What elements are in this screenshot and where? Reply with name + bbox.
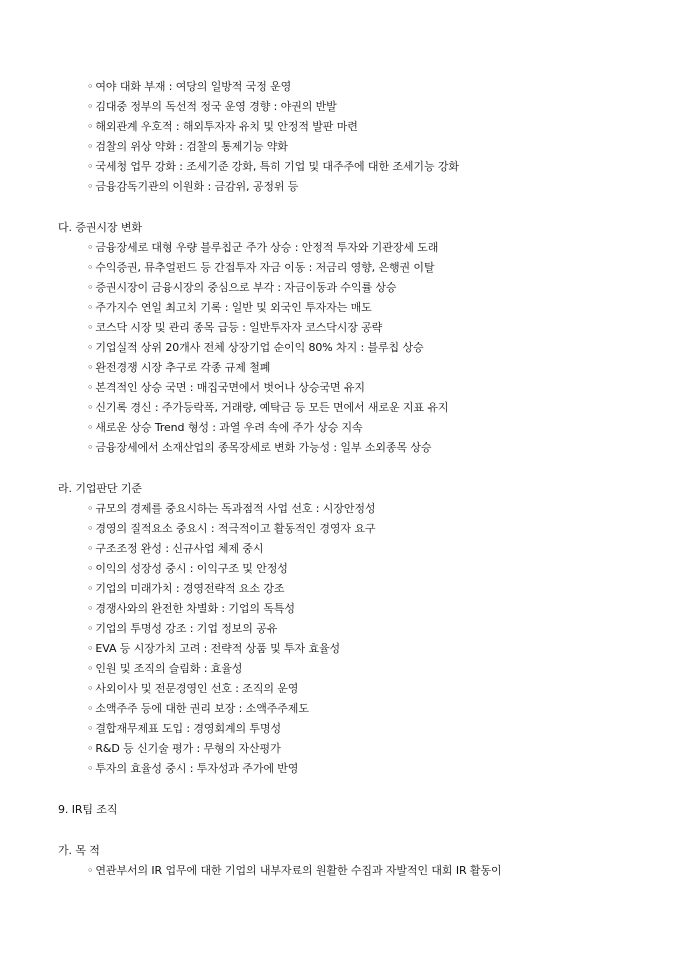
bullet-marker: ◦ (87, 80, 94, 93)
list-item-text: 금융장세로 대형 우량 블루칩군 주가 상승 : 안정적 투자와 기관장세 도래 (95, 241, 439, 254)
bullet-marker: ◦ (87, 502, 94, 515)
bullet-marker: ◦ (87, 864, 94, 877)
bullet-marker: ◦ (87, 602, 94, 615)
bullet-marker: ◦ (87, 100, 94, 113)
list-item (87, 160, 459, 174)
list-item-text: 소액주주 등에 대한 권리 보장 : 소액주주제도 (95, 702, 309, 715)
section-heading-ra: 라. 기업판단 기준 (58, 482, 142, 495)
list-item-text: 수익증권, 뮤추얼펀드 등 간접투자 자금 이동 : 저금리 영향, 은행권 이탈 (95, 261, 435, 274)
bullet-marker: ◦ (87, 381, 94, 394)
list-item-text: 투자의 효율성 중시 : 투자성과 주가에 반영 (95, 762, 299, 775)
list-item (87, 381, 365, 395)
list-item-text: 경영의 질적요소 중요시 : 적극적이고 활동적인 경영자 요구 (95, 522, 376, 535)
list-item (87, 261, 434, 275)
list-item (87, 441, 431, 455)
list-item-text: 기업의 투명성 강조 : 기업 정보의 공유 (95, 622, 278, 635)
list-item (87, 341, 424, 355)
section-heading-da: 다. 증권시장 변화 (58, 221, 142, 234)
list-item-text: 신기록 경신 : 주가등락폭, 거래량, 예탁금 등 모든 면에서 새로운 지표 유지 (95, 401, 449, 414)
bullet-marker: ◦ (87, 742, 94, 755)
list-item (87, 180, 298, 194)
bullet-marker: ◦ (87, 682, 94, 695)
list-item (87, 361, 270, 375)
list-item-text: 완전경쟁 시장 추구로 각종 규제 철폐 (95, 361, 271, 374)
bullet-marker: ◦ (87, 642, 94, 655)
bullet-marker: ◦ (87, 702, 94, 715)
list-item-text: 경쟁사와의 완전한 차별화 : 기업의 독특성 (95, 602, 295, 615)
list-item (87, 762, 298, 776)
bullet-marker: ◦ (87, 421, 94, 434)
list-item-text: 국세청 업무 강화 : 조세기준 강화, 특히 기업 및 대주주에 대한 조세기능 강화 (95, 160, 459, 173)
bullet-marker: ◦ (87, 180, 94, 193)
bullet-marker: ◦ (87, 622, 94, 635)
bullet-marker: ◦ (87, 281, 94, 294)
bullet-marker: ◦ (87, 361, 94, 374)
bullet-marker: ◦ (87, 582, 94, 595)
list-item-text: 사외이사 및 전문경영인 선호 : 조직의 운영 (95, 682, 299, 695)
bullet-marker: ◦ (87, 241, 94, 254)
list-item (87, 682, 298, 696)
section-heading-ga: 가. 목 적 (58, 844, 100, 857)
list-item (87, 742, 281, 756)
list-item (87, 321, 382, 335)
section-heading-9: 9. IR팀 조직 (58, 803, 118, 816)
bullet-marker: ◦ (87, 662, 94, 675)
list-item-text: 기업의 미래가치 : 경영전략적 요소 강조 (95, 582, 285, 595)
list-item-text: 주가지수 연일 최고치 기록 : 일반 및 외국인 투자자는 매도 (95, 301, 372, 314)
list-item (87, 864, 501, 878)
bullet-marker: ◦ (87, 301, 94, 314)
list-item (87, 281, 396, 295)
list-item-text: 검찰의 위상 약화 : 검찰의 통제기능 약화 (95, 140, 288, 153)
list-item (87, 140, 288, 154)
list-item (87, 702, 309, 716)
list-item-text: 인원 및 조직의 슬림화 : 효율성 (95, 662, 243, 675)
list-item-text: 여야 대화 부재 : 여당의 일방적 국정 운영 (95, 80, 292, 93)
list-item (87, 662, 242, 676)
list-item-text: EVA 등 시장가치 고려 : 전략적 상품 및 투자 효율성 (95, 642, 341, 655)
bullet-marker: ◦ (87, 542, 94, 555)
bullet-marker: ◦ (87, 762, 94, 775)
list-item (87, 582, 284, 596)
list-item-text: 구조조정 완성 : 신규사업 체제 중시 (95, 542, 264, 555)
list-item-text: 코스닥 시장 및 관리 종목 급등 : 일반투자자 코스닥시장 공략 (95, 321, 383, 334)
list-item-text: 금융감독기관의 이원화 : 금감위, 공정위 등 (95, 180, 299, 193)
list-item (87, 120, 358, 134)
list-item (87, 542, 263, 556)
list-item (87, 241, 438, 255)
bullet-marker: ◦ (87, 120, 94, 133)
bullet-marker: ◦ (87, 522, 94, 535)
list-item-text: 결합재무제표 도입 : 경영회계의 투명성 (95, 722, 281, 735)
list-item-text: R&D 등 신기술 평가 : 무형의 자산평가 (95, 742, 281, 755)
bullet-marker: ◦ (87, 261, 94, 274)
list-item-text: 금융장세에서 소재산업의 종목장세로 변화 가능성 : 일부 소외종목 상승 (95, 441, 432, 454)
bullet-marker: ◦ (87, 140, 94, 153)
list-item-text: 증권시장이 금융시장의 중심으로 부각 : 자금이동과 수익률 상승 (95, 281, 397, 294)
list-item (87, 642, 340, 656)
list-item (87, 522, 375, 536)
list-item-text: 규모의 경제를 중요시하는 독과점적 사업 선호 : 시장안정성 (95, 502, 376, 515)
list-item (87, 100, 337, 114)
list-item-text: 해외관계 우호적 : 해외투자자 유치 및 안정적 발판 마련 (95, 120, 358, 133)
list-item (87, 421, 363, 435)
list-item (87, 401, 448, 415)
list-item-text: 새로운 상승 Trend 형성 : 과열 우려 속에 주가 상승 지속 (95, 421, 363, 434)
bullet-marker: ◦ (87, 160, 94, 173)
list-item-text: 연관부서의 IR 업무에 대한 기업의 내부자료의 원활한 수집과 자발적인 대회 IR 활동이 (95, 864, 502, 877)
list-item-text: 이익의 성장성 중시 : 이익구조 및 안정성 (95, 562, 288, 575)
list-item-text: 본격적인 상승 국면 : 매집국면에서 벗어나 상승국면 유지 (95, 381, 365, 394)
list-item (87, 602, 295, 616)
bullet-marker: ◦ (87, 321, 94, 334)
bullet-marker: ◦ (87, 341, 94, 354)
list-item-text: 기업실적 상위 20개사 전체 상장기업 순이익 80% 차지 : 블루칩 상승 (95, 341, 424, 354)
list-item-text: 김대중 정부의 독선적 정국 운영 경향 : 야권의 반발 (95, 100, 337, 113)
bullet-marker: ◦ (87, 562, 94, 575)
list-item (87, 301, 372, 315)
list-item (87, 80, 291, 94)
list-item (87, 562, 288, 576)
bullet-marker: ◦ (87, 722, 94, 735)
list-item (87, 502, 375, 516)
list-item (87, 622, 277, 636)
list-item (87, 722, 281, 736)
bullet-marker: ◦ (87, 441, 94, 454)
bullet-marker: ◦ (87, 401, 94, 414)
